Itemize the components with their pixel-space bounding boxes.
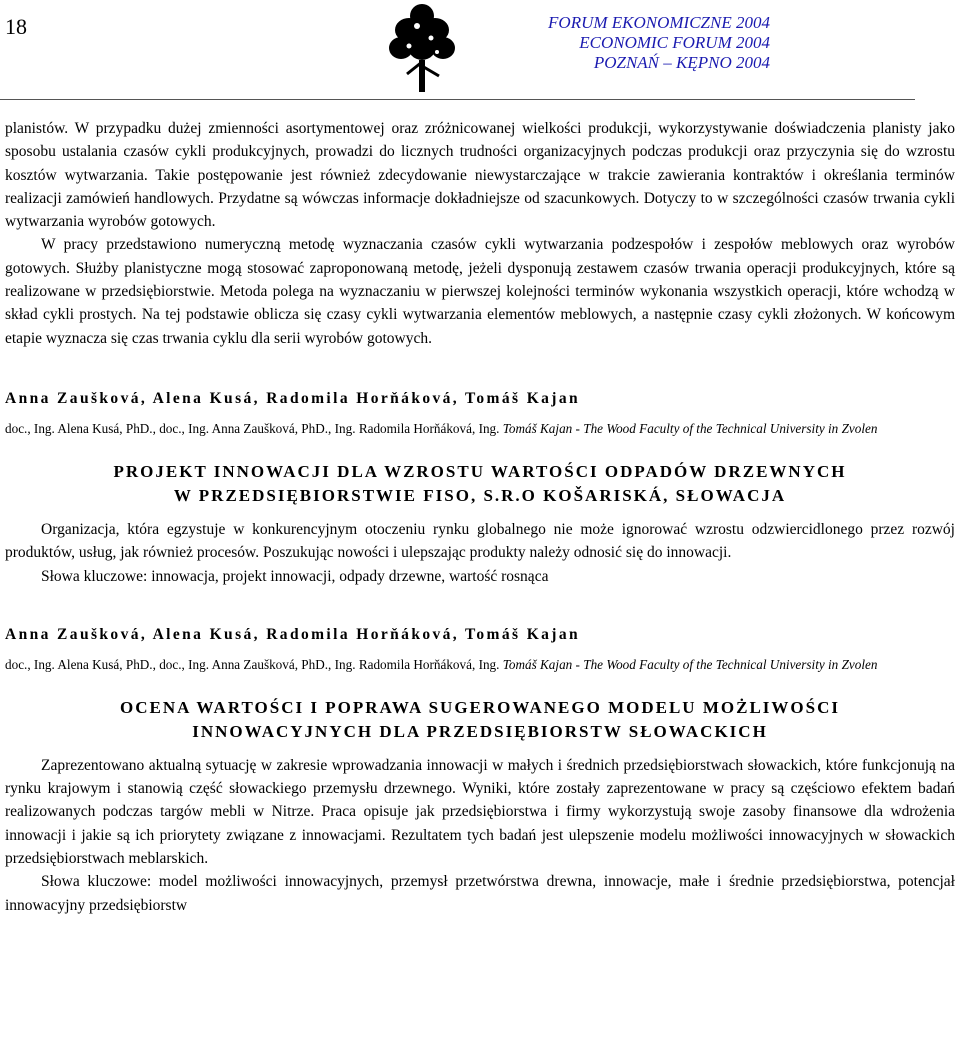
article-abstract: Zaprezentowano aktualną sytuację w zakresie wprowadzania innowacji w małych i średnich przedsiębiorstwach słowackich, które funkcjonują na rynku krajowym i stanowią część słowackiego przemysłu drzewnego. Wyniki, które zostały zaprezentowane w pracy są częściowo efektem badań realizowanych podczas targów mebli w Nitrze. Praca opisuje jak przedsiębiorstwa i firmy wykorzystują swoje zasoby finansowe dla wdrożenia innowacji i jakie są ich priorytety związane z innowacjami. Rezultatem tych badań jest ulepszenie modelu możliwości innowacyjnych w słowackich przedsiębiorstwach meblarskich.: [5, 756, 955, 868]
article-keywords: Słowa kluczowe: innowacja, projekt innowacji, odpady drzewne, wartość rosnąca: [41, 567, 549, 585]
affiliation-institution: Tomáš Kajan - The Wood Faculty of the Technical University in Zvolen: [499, 656, 878, 672]
header-divider: [0, 99, 915, 100]
article-section-1: [5, 390, 955, 588]
continued-paragraph-1: planistów. W przypadku dużej zmienności asortymentowej oraz zróżnicowanej wielkości produkcji, wykorzystywanie doświadczenia planisty jako sposobu ustalania czasów cykli produkcyjnych, prowadzi do licznych trudności organizacyjnych podczas produkcji oraz przyczynia się do wzrostu kosztów wytwarzania. Takie postępowanie jest również zdecydowanie niewystarczające w trakcie zawierania kontraktów i określania terminów realizacji zamówień handlowych. Przydatne są wówczas informacje dokładniejsze od szacunkowych. Dotyczy to w szczególności czasów trwania cykli wytwarzania wyrobów gotowych.: [5, 120, 955, 231]
header-line-1: FORUM EKONOMICZNE 2004: [548, 13, 770, 32]
article-title-line-2: INNOWACYJNYCH DLA PRZEDSIĘBIORSTW SŁOWACKICH: [192, 721, 768, 741]
affiliation-institution: Tomáš Kajan - The Wood Faculty of the Technical University in Zvolen: [499, 420, 878, 436]
header-line-3: POZNAŃ – KĘPNO 2004: [593, 53, 770, 72]
affiliation-names: doc., Ing. Alena Kusá, PhD., doc., Ing. Anna Zaušková, PhD., Ing. Radomila Horňáková, Ing.: [5, 420, 500, 436]
article-title-line-1: PROJEKT INNOWACJI DLA WZROSTU WARTOŚCI ODPADÓW DRZEWNYCH: [113, 461, 847, 481]
article-keywords: Słowa kluczowe: model możliwości innowacyjnych, przemysł przetwórstwa drewna, innowacje, małe i średnie przedsiębiorstwa, potencjał innowacyjny przedsiębiorstw: [5, 873, 955, 914]
page-body: [5, 117, 955, 917]
page-number: 18: [5, 14, 27, 39]
article-abstract: Organizacja, która egzystuje w konkurencyjnym otoczeniu rynku globalnego nie może ignorować wzrostu odzwiercidlonego przez rozwój produktów, usług, jak również procesów. Poszukując nowości i ulepszając produkty należy odnosić się do innowacji.: [5, 520, 955, 562]
article-affiliation: [5, 656, 955, 674]
continued-paragraph-2: W pracy przedstawiono numeryczną metodę wyznaczania czasów cykli wytwarzania podzespołów i zespołów meblowych oraz wyrobów gotowych. Służby planistyczne mogą stosować zaproponowaną metodę, jeżeli dysponują zestawem czasów trwania operacji produkcyjnych, które są realizowane w przedsiębiorstwie. Metoda polega na wyznaczaniu w pierwszej kolejności terminów wykonania wszystkich operacji, które wchodzą w skład cykli prostych. Na tej podstawie oblicza się czasy cykli wytwarzania elementów meblowych, a następnie czasy cykli złożonych. W końcowym etapie wyznacza się czas trwania cyklu dla serii wyrobów gotowych.: [5, 236, 955, 347]
affiliation-names: doc., Ing. Alena Kusá, PhD., doc., Ing. Anna Zaušková, PhD., Ing. Radomila Horňáková, Ing.: [5, 656, 500, 672]
header-line-2: ECONOMIC FORUM 2004: [579, 33, 770, 52]
conference-header: [548, 13, 770, 73]
article-affiliation: [5, 420, 955, 438]
tree-logo-icon: [387, 2, 457, 94]
article-section-2: [5, 626, 955, 917]
article-authors: Anna Zaušková, Alena Kusá, Radomila Horňáková, Tomáš Kajan: [5, 389, 581, 407]
article-title-line-2: W PRZEDSIĘBIORSTWIE FISO, S.R.O KOŠARISKÁ, SŁOWACJA: [173, 485, 787, 505]
article-authors: Anna Zaušková, Alena Kusá, Radomila Horňáková, Tomáš Kajan: [5, 625, 581, 643]
article-title-line-1: OCENA WARTOŚCI I POPRAWA SUGEROWANEGO MODELU MOŻLIWOŚCI: [120, 697, 840, 717]
